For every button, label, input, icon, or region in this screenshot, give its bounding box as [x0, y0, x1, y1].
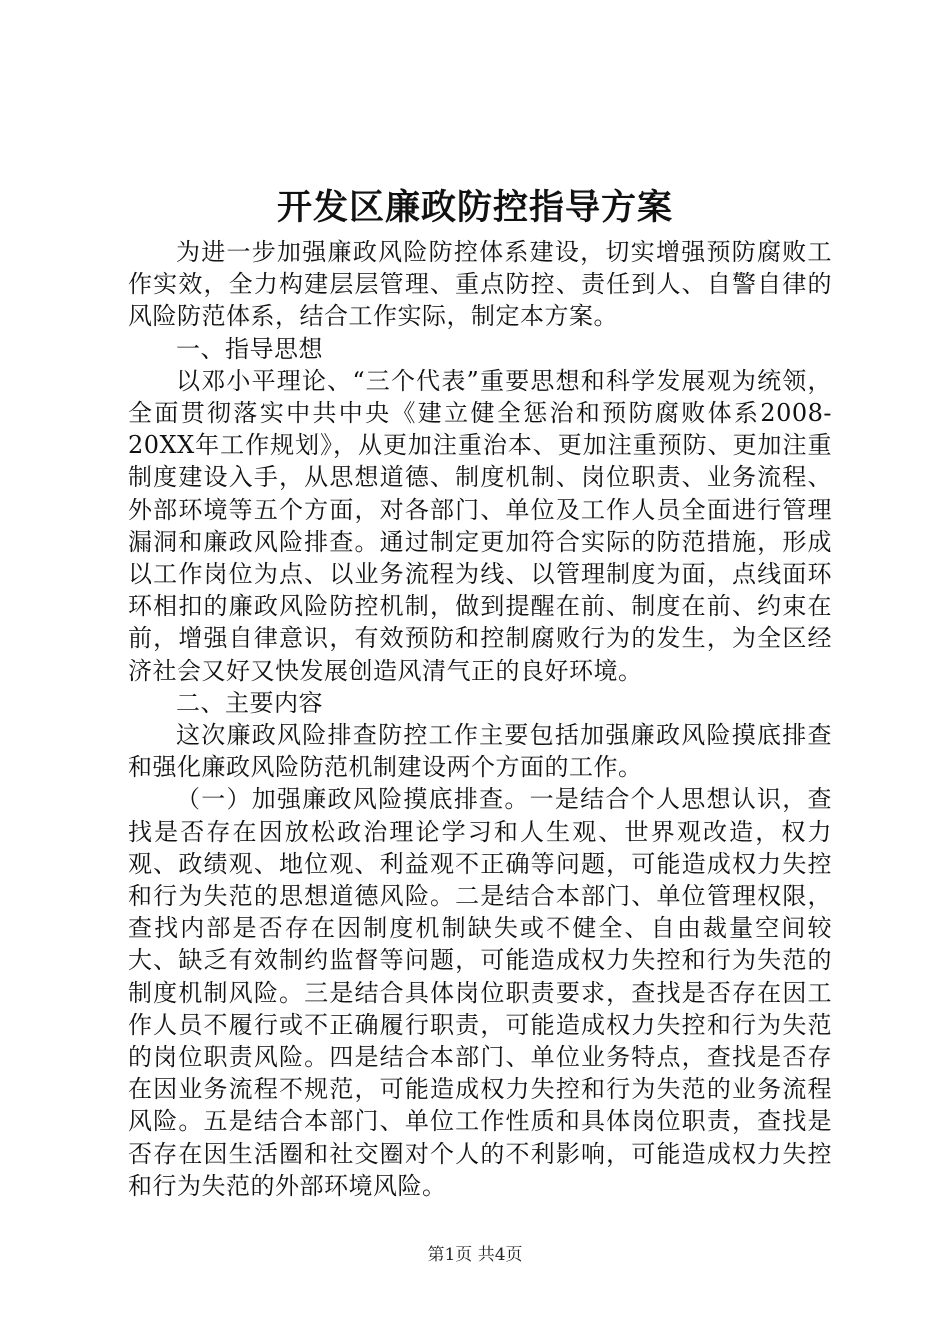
- subsection-paragraph-risk-investigation: （一）加强廉政风险摸底排查。一是结合个人思想认识，查找是否存在因放松政治理论学习和人生观、世界观改造，权力观、政绩观、地位观、利益观不正确等问题，可能造成权力失控和行为失范的思想道德风险。二是结合本部门、单位管理权限，查找内部是否存在因制度机制缺失或不健全、自由裁量空间较大、缺乏有效制约监督等问题，可能造成权力失控和行为失范的制度机制风险。三是结合具体岗位职责要求，查找是否存在因工作人员不履行或不正确履行职责，可能造成权力失控和行为失范的岗位职责风险。四是结合本部门、单位业务特点，查找是否存在因业务流程不规范，可能造成权力失控和行为失范的业务流程风险。五是结合本部门、单位工作性质和具体岗位职责，查找是否存在因生活圈和社交圈对个人的不利影响，可能造成权力失控和行为失范的外部环境风险。: [128, 785, 832, 1200]
- intro-paragraph: 为进一步加强廉政风险防控体系建设，切实增强预防腐败工作实效，全力构建层层管理、重点防控、责任到人、自警自律的风险防范体系，结合工作实际，制定本方案。: [128, 238, 832, 331]
- section-paragraph-guiding-ideology: 以邓小平理论、“三个代表”重要思想和科学发展观为统领，全面贯彻落实中共中央《建立健全惩治和预防腐败体系2008-20XX年工作规划》，从更加注重治本、更加注重预防、更加注重制度建设入手，从思想道德、制度机制、岗位职责、业务流程、外部环境等五个方面，对各部门、单位及工作人员全面进行管理漏洞和廉政风险排查。通过制定更加符合实际的防范措施，形成以工作岗位为点、以业务流程为线、以管理制度为面，点线面环环相扣的廉政风险防控机制，做到提醒在前、制度在前、约束在前，增强自律意识，有效预防和控制腐败行为的发生，为全区经济社会又好又快发展创造风清气正的良好环境。: [128, 366, 832, 685]
- section-heading-main-content: 二、主要内容: [176, 688, 323, 717]
- section-heading-guiding-ideology: 一、指导思想: [176, 334, 323, 363]
- section-paragraph-main-content: 这次廉政风险排查防控工作主要包括加强廉政风险摸底排查和强化廉政风险防范机制建设两个方面的工作。: [128, 721, 832, 782]
- page-number-footer: 第1页 共4页: [427, 1245, 523, 1265]
- document-body: [128, 236, 832, 1202]
- document-title: 开发区廉政防控指导方案: [276, 187, 673, 228]
